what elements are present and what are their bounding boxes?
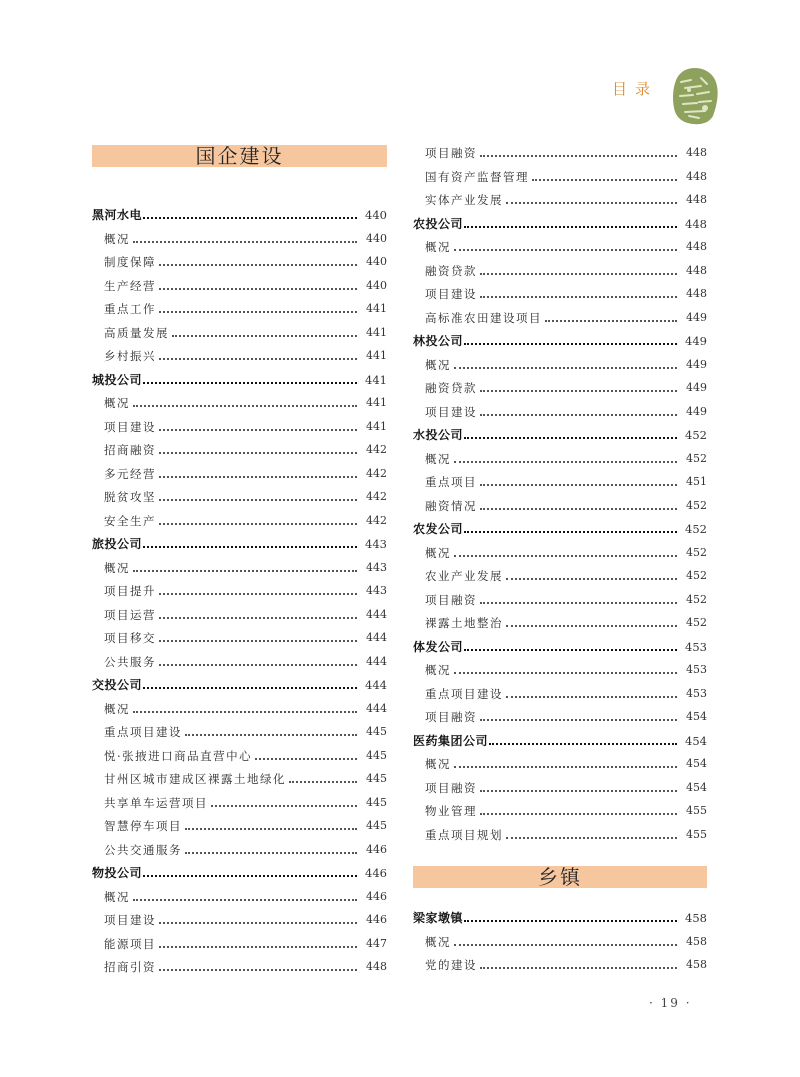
toc-entry-page: 452 [685, 428, 707, 442]
toc-entry-label: 重点项目建设 [104, 725, 182, 739]
toc-entry-label: 公共交通服务 [104, 842, 182, 857]
toc-entry-label: 概况 [104, 231, 130, 246]
dot-leader [159, 523, 357, 525]
toc-entry-label: 项目融资 [425, 710, 477, 724]
dot-leader [185, 734, 357, 736]
dot-leader [133, 711, 357, 713]
toc-entry-page: 441 [365, 372, 387, 387]
toc-entry-label: 概况 [104, 560, 130, 575]
toc-entry-label: 项目移交 [104, 631, 156, 645]
dot-leader [159, 640, 357, 642]
toc-entry-label: 农投公司 [413, 216, 464, 231]
toc-sub-entry[interactable] [413, 657, 707, 677]
toc-sub-entry[interactable] [92, 414, 387, 434]
dot-leader [185, 852, 357, 854]
toc-sub-entry[interactable] [92, 296, 387, 316]
toc-sub-entry[interactable] [413, 952, 707, 972]
toc-entry-page: 448 [686, 169, 707, 183]
toc-entry-page: 448 [686, 240, 707, 253]
toc-sub-entry[interactable] [413, 929, 707, 949]
dot-leader [185, 828, 357, 830]
toc-entry-page: 444 [366, 654, 387, 668]
dot-leader [454, 367, 677, 369]
toc-entry-page: 452 [686, 498, 707, 512]
dot-leader [454, 944, 677, 946]
toc-entry-label: 概况 [104, 701, 130, 716]
toc-entry-label: 制度保障 [104, 255, 156, 269]
section-title-xiangzhen: 乡镇 [413, 866, 707, 888]
toc-sub-entry[interactable] [92, 320, 387, 340]
toc-entry-page: 440 [366, 255, 387, 268]
toc-entry-label: 项目提升 [104, 584, 156, 598]
toc-entry-label: 项目建设 [425, 404, 477, 419]
toc-entry-page: 446 [366, 913, 387, 926]
toc-entry-label: 智慧停车项目 [104, 819, 182, 833]
toc-entry-label: 医药集团公司 [413, 733, 489, 748]
toc-sub-entry[interactable] [92, 813, 387, 833]
toc-entry-page: 455 [686, 804, 707, 817]
dot-leader [480, 414, 677, 416]
dot-leader [489, 743, 677, 745]
toc-sub-entry[interactable] [92, 390, 387, 410]
dot-leader [464, 531, 677, 533]
toc-entry-page: 452 [686, 451, 707, 465]
dot-leader [133, 405, 357, 407]
dot-leader [211, 805, 357, 807]
toc-entry-label: 项目融资 [425, 592, 477, 607]
dot-leader [159, 288, 357, 290]
toc-entry-label: 物投公司 [92, 866, 143, 880]
toc-main-entry[interactable] [92, 367, 387, 387]
toc-entry-page: 449 [686, 381, 707, 394]
toc-main-entry[interactable] [413, 728, 707, 748]
toc-entry-page: 452 [686, 569, 707, 582]
toc-entry-page: 458 [686, 958, 707, 971]
toc-main-entry[interactable] [413, 516, 707, 536]
toc-entry-page: 454 [685, 733, 707, 748]
toc-entry-page: 441 [366, 302, 387, 315]
toc-entry-page: 445 [366, 819, 387, 832]
toc-entry-label: 项目建设 [425, 287, 477, 301]
toc-entry-label: 实体产业发展 [425, 193, 503, 207]
toc-entry-page: 458 [685, 911, 707, 925]
toc-sub-entry[interactable] [413, 305, 707, 325]
dot-leader [480, 390, 677, 392]
toc-main-entry[interactable] [413, 634, 707, 654]
toc-sub-entry[interactable] [92, 931, 387, 951]
toc-entry-label: 林投公司 [413, 334, 464, 348]
dot-leader [480, 273, 677, 275]
toc-sub-entry[interactable] [92, 837, 387, 857]
toc-entry-page: 445 [366, 772, 387, 785]
toc-entry-page: 452 [686, 545, 707, 559]
toc-sub-entry[interactable] [92, 625, 387, 645]
dot-leader [143, 382, 357, 384]
toc-entry-page: 442 [366, 490, 387, 503]
toc-sub-entry[interactable] [92, 484, 387, 504]
dot-leader [480, 790, 677, 792]
toc-main-entry[interactable] [413, 905, 707, 925]
toc-sub-entry[interactable] [92, 743, 387, 763]
toc-entry-page: 449 [686, 404, 707, 418]
toc-entry-label: 能源项目 [104, 936, 156, 951]
toc-sub-entry[interactable] [92, 649, 387, 669]
dot-leader [464, 343, 677, 345]
toc-entry-page: 448 [686, 287, 707, 300]
toc-entry-page: 444 [365, 678, 387, 692]
dot-leader [480, 719, 677, 721]
dot-leader [506, 837, 677, 839]
toc-entry-page: 444 [366, 631, 387, 644]
toc-entry-page: 441 [366, 396, 387, 409]
toc-entry-page: 444 [366, 607, 387, 621]
dot-leader [480, 155, 677, 157]
toc-entry-page: 455 [686, 827, 707, 841]
toc-entry-label: 概况 [104, 396, 130, 410]
toc-entry-label: 项目运营 [104, 607, 156, 622]
toc-main-entry[interactable] [92, 202, 387, 222]
toc-entry-label: 脱贫攻坚 [104, 490, 156, 504]
toc-entry-label: 项目融资 [425, 146, 477, 160]
toc-sub-entry[interactable] [413, 399, 707, 419]
toc-main-entry[interactable] [413, 328, 707, 348]
toc-sub-entry[interactable] [92, 461, 387, 481]
toc-main-entry[interactable] [413, 422, 707, 442]
toc-entry-label: 旅投公司 [92, 537, 143, 551]
toc-entry-label: 融资贷款 [425, 381, 477, 395]
toc-entry-page: 443 [366, 560, 387, 574]
dot-leader [159, 664, 357, 666]
dot-leader [454, 461, 677, 463]
toc-sub-entry[interactable] [413, 352, 707, 372]
toc-entry-label: 融资情况 [425, 498, 477, 513]
toc-entry-label: 交投公司 [92, 678, 143, 692]
toc-entry-label: 物业管理 [425, 804, 477, 818]
dot-leader [480, 484, 677, 486]
toc-entry-label: 项目建设 [104, 913, 156, 927]
toc-sub-entry[interactable] [413, 587, 707, 607]
section-title-guoqi: 国企建设 [92, 145, 387, 167]
toc-sub-entry[interactable] [92, 578, 387, 598]
toc-main-entry[interactable] [92, 860, 387, 880]
toc-entry-page: 445 [366, 795, 387, 809]
dot-leader [159, 499, 357, 501]
toc-entry-label: 农业产业发展 [425, 569, 503, 583]
toc-entry-page: 452 [685, 522, 707, 536]
toc-entry-page: 451 [686, 475, 707, 488]
toc-entry-page: 442 [366, 466, 387, 480]
toc-sub-entry[interactable] [92, 249, 387, 269]
toc-entry-page: 454 [686, 710, 707, 723]
dot-leader [159, 452, 357, 454]
dot-leader [506, 625, 677, 627]
toc-entry-page: 442 [366, 513, 387, 527]
dot-leader [464, 226, 677, 228]
toc-sub-entry[interactable] [92, 696, 387, 716]
toc-sub-entry[interactable] [413, 234, 707, 254]
dot-leader [506, 578, 677, 580]
toc-entry-page: 447 [366, 936, 387, 950]
toc-entry-label: 悦·张掖进口商品直营中心 [104, 748, 253, 763]
toc-sub-entry[interactable] [413, 681, 707, 701]
dot-leader [506, 202, 677, 204]
dot-leader [159, 264, 357, 266]
toc-main-entry[interactable] [92, 672, 387, 692]
dot-leader [143, 217, 357, 219]
toc-entry-label: 公共服务 [104, 654, 156, 669]
toc-entry-page: 445 [366, 748, 387, 762]
toc-entry-label: 概况 [425, 934, 451, 949]
toc-entry-label: 项目建设 [104, 419, 156, 434]
toc-entry-page: 442 [366, 443, 387, 456]
toc-entry-label: 概况 [425, 240, 451, 254]
dot-leader [159, 429, 357, 431]
toc-entry-page: 452 [686, 592, 707, 606]
toc-sub-entry[interactable] [413, 187, 707, 207]
toc-sub-entry[interactable] [92, 226, 387, 246]
toc-sub-entry[interactable] [413, 822, 707, 842]
dot-leader [143, 546, 357, 548]
toc-entry-label: 生产经营 [104, 278, 156, 293]
toc-entry-label: 安全生产 [104, 513, 156, 528]
toc-entry-page: 443 [366, 584, 387, 597]
toc-entry-label: 体发公司 [413, 639, 464, 654]
toc-entry-page: 440 [366, 278, 387, 292]
toc-sub-entry[interactable] [413, 281, 707, 301]
toc-sub-entry[interactable] [413, 493, 707, 513]
toc-entry-page: 448 [366, 960, 387, 973]
toc-entry-label: 重点项目规划 [425, 827, 503, 842]
dot-leader [454, 249, 677, 251]
toc-entry-label: 重点工作 [104, 302, 156, 316]
toc-entry-page: 444 [366, 701, 387, 715]
toc-entry-page: 453 [686, 686, 707, 700]
toc-sub-entry[interactable] [413, 140, 707, 160]
toc-entry-page: 441 [366, 349, 387, 362]
dot-leader [255, 758, 357, 760]
toc-entry-page: 449 [686, 357, 707, 371]
toc-entry-page: 441 [366, 325, 387, 339]
toc-sub-entry[interactable] [92, 343, 387, 363]
toc-sub-entry[interactable] [92, 907, 387, 927]
toc-entry-page: 440 [366, 231, 387, 245]
toc-sub-entry[interactable] [413, 751, 707, 771]
toc-sub-entry[interactable] [92, 555, 387, 575]
seal-stamp-icon [671, 66, 719, 126]
toc-entry-label: 高质量发展 [104, 325, 169, 340]
toc-entry-page: 446 [366, 889, 387, 903]
dot-leader [159, 358, 357, 360]
toc-sub-entry[interactable] [92, 602, 387, 622]
dot-leader [480, 508, 677, 510]
dot-leader [480, 602, 677, 604]
dot-leader [480, 813, 677, 815]
toc-sub-entry[interactable] [92, 719, 387, 739]
dot-leader [159, 311, 357, 313]
toc-sub-entry[interactable] [413, 610, 707, 630]
toc-entry-label: 水投公司 [413, 428, 464, 442]
dot-leader [133, 899, 357, 901]
toc-entry-page: 446 [365, 866, 387, 880]
toc-entry-label: 招商引资 [104, 960, 156, 974]
dot-leader [159, 617, 357, 619]
toc-entry-label: 甘州区城市建成区裸露土地绿化 [104, 772, 286, 786]
dot-leader [454, 672, 677, 674]
dot-leader [545, 320, 677, 322]
dot-leader [480, 967, 677, 969]
dot-leader [159, 946, 357, 948]
dot-leader [143, 875, 357, 877]
dot-leader [133, 570, 357, 572]
toc-entry-page: 445 [366, 725, 387, 738]
toc-entry-label: 招商融资 [104, 443, 156, 457]
dot-leader [464, 437, 677, 439]
toc-entry-page: 448 [686, 146, 707, 159]
toc-entry-label: 党的建设 [425, 958, 477, 972]
dot-leader [454, 555, 677, 557]
dot-leader [532, 179, 677, 181]
dot-leader [506, 696, 677, 698]
dot-leader [454, 766, 677, 768]
toc-entry-page: 443 [365, 537, 387, 551]
dot-leader [159, 922, 357, 924]
toc-sub-entry[interactable] [413, 704, 707, 724]
toc-entry-label: 概况 [425, 357, 451, 372]
dot-leader [133, 241, 357, 243]
toc-entry-page: 448 [686, 193, 707, 206]
toc-entry-page: 448 [685, 216, 707, 231]
toc-entry-page: 441 [366, 419, 387, 433]
toc-sub-entry[interactable] [413, 798, 707, 818]
toc-entry-label: 重点项目建设 [425, 686, 503, 701]
toc-main-entry[interactable] [413, 211, 707, 231]
toc-sub-entry[interactable] [413, 775, 707, 795]
toc-entry-label: 概况 [425, 663, 451, 677]
toc-sub-entry[interactable] [92, 790, 387, 810]
dot-leader [172, 335, 357, 337]
toc-entry-page: 454 [686, 757, 707, 770]
toc-entry-page: 453 [685, 639, 707, 654]
toc-entry-label: 融资贷款 [425, 263, 477, 278]
toc-sub-entry[interactable] [413, 563, 707, 583]
toc-entry-label: 项目融资 [425, 780, 477, 795]
dot-leader [480, 296, 677, 298]
toc-entry-label: 乡村振兴 [104, 349, 156, 363]
toc-sub-entry[interactable] [413, 469, 707, 489]
toc-entry-page: 440 [365, 208, 387, 222]
toc-entry-label: 高标准农田建设项目 [425, 310, 542, 325]
dot-leader [289, 781, 357, 783]
toc-sub-entry[interactable] [413, 540, 707, 560]
toc-entry-page: 449 [686, 310, 707, 324]
toc-entry-page: 448 [686, 263, 707, 277]
toc-sub-entry[interactable] [413, 164, 707, 184]
dot-leader [159, 969, 357, 971]
dot-leader [464, 649, 677, 651]
toc-header-label: 目录 [612, 80, 659, 98]
toc-entry-label: 黑河水电 [92, 208, 143, 222]
toc-sub-entry[interactable] [413, 258, 707, 278]
toc-entry-label: 概况 [104, 889, 130, 904]
toc-main-entry[interactable] [92, 531, 387, 551]
toc-sub-entry[interactable] [92, 273, 387, 293]
toc-entry-page: 446 [366, 842, 387, 856]
toc-entry-page: 454 [686, 780, 707, 794]
page-number: · 19 · [649, 996, 692, 1010]
toc-entry-label: 城投公司 [92, 372, 143, 387]
toc-sub-entry[interactable] [92, 884, 387, 904]
dot-leader [143, 687, 357, 689]
toc-entry-label: 重点项目 [425, 475, 477, 489]
toc-sub-entry[interactable] [92, 508, 387, 528]
toc-entry-page: 452 [686, 616, 707, 629]
dot-leader [464, 920, 677, 922]
toc-sub-entry[interactable] [413, 375, 707, 395]
toc-entry-page: 449 [685, 334, 707, 348]
dot-leader [159, 476, 357, 478]
toc-entry-label: 概况 [425, 757, 451, 771]
toc-entry-label: 梁家墩镇 [413, 911, 464, 925]
toc-sub-entry[interactable] [92, 766, 387, 786]
toc-entry-label: 共享单车运营项目 [104, 795, 208, 810]
toc-sub-entry[interactable] [92, 437, 387, 457]
toc-entry-label: 国有资产监督管理 [425, 169, 529, 184]
toc-sub-entry[interactable] [413, 446, 707, 466]
toc-entry-page: 458 [686, 934, 707, 948]
toc-entry-label: 概况 [425, 451, 451, 466]
toc-entry-page: 453 [686, 663, 707, 676]
dot-leader [159, 593, 357, 595]
toc-entry-label: 农发公司 [413, 522, 464, 536]
toc-entry-label: 概况 [425, 545, 451, 560]
toc-sub-entry[interactable] [92, 954, 387, 974]
toc-entry-label: 多元经营 [104, 466, 156, 481]
toc-entry-label: 裸露土地整治 [425, 616, 503, 630]
